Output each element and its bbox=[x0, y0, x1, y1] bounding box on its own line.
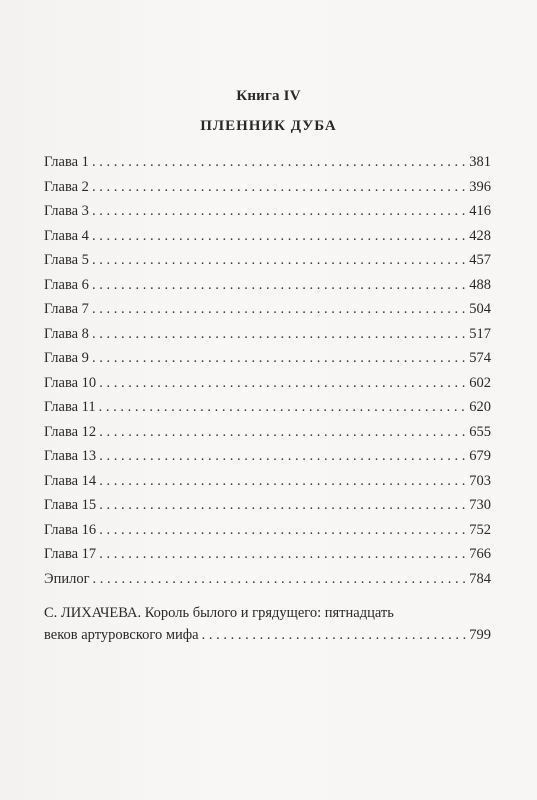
dot-leader bbox=[99, 420, 466, 445]
toc-entry-title: Эпилог bbox=[44, 570, 90, 587]
toc-entry-page-number: 416 bbox=[469, 203, 491, 219]
toc-entry-page-number: 428 bbox=[469, 227, 491, 244]
toc-entry bbox=[44, 493, 491, 518]
book-heading: Книга IV bbox=[236, 88, 301, 104]
toc-entry-title: Глава 17 bbox=[44, 546, 97, 562]
toc-entry-title: Глава 1 bbox=[44, 154, 89, 170]
toc-entry-title: Глава 14 bbox=[44, 472, 97, 489]
toc-entry bbox=[44, 371, 491, 396]
toc-entry bbox=[44, 297, 491, 322]
dot-leader bbox=[92, 273, 466, 298]
dot-leader bbox=[99, 542, 466, 567]
dot-leader bbox=[92, 346, 466, 371]
toc-entry-page-number: 457 bbox=[469, 252, 491, 268]
dot-leader bbox=[99, 371, 466, 396]
afterword-title-line2-row bbox=[44, 624, 491, 646]
dot-leader bbox=[92, 322, 466, 347]
afterword-entry bbox=[44, 602, 491, 646]
toc-entry-title: Глава 6 bbox=[44, 276, 89, 293]
dot-leader bbox=[92, 224, 466, 249]
dot-leader bbox=[92, 175, 466, 200]
toc-entry bbox=[44, 322, 491, 347]
afterword-title-line1: С. ЛИХАЧЕВА. Король былого и грядущего: пятнадцать bbox=[44, 605, 394, 621]
dot-leader bbox=[92, 297, 466, 322]
toc-entry-title: Глава 12 bbox=[44, 423, 97, 440]
toc-entry bbox=[44, 420, 491, 445]
toc-entry-title: Глава 11 bbox=[44, 399, 96, 415]
toc-entry-page-number: 752 bbox=[469, 521, 491, 538]
dot-leader bbox=[92, 248, 466, 273]
book-subtitle: ПЛЕННИК ДУБА bbox=[200, 118, 337, 134]
toc-entry bbox=[44, 175, 491, 200]
toc-entry-title: Глава 10 bbox=[44, 374, 97, 391]
toc-entry-title: Глава 3 bbox=[44, 203, 89, 219]
toc-entry-page-number: 703 bbox=[469, 472, 491, 489]
toc-entry-page-number: 730 bbox=[469, 497, 491, 513]
afterword-page-number: 799 bbox=[469, 627, 491, 643]
toc-entry bbox=[44, 199, 491, 224]
toc-entry-title: Глава 16 bbox=[44, 521, 97, 538]
toc-entry-title: Глава 5 bbox=[44, 252, 89, 268]
toc-entry-title: Глава 15 bbox=[44, 497, 97, 513]
afterword-title-line2: веков артуровского мифа bbox=[44, 627, 199, 643]
toc-entry-page-number: 396 bbox=[469, 178, 491, 195]
dot-leader bbox=[99, 444, 466, 469]
dot-leader bbox=[99, 469, 466, 494]
toc-entry-page-number: 620 bbox=[469, 399, 491, 415]
table-of-contents bbox=[44, 150, 491, 591]
dot-leader bbox=[202, 624, 467, 646]
toc-entry-title: Глава 13 bbox=[44, 448, 97, 464]
toc-entry-title: Глава 7 bbox=[44, 301, 89, 317]
toc-entry-page-number: 381 bbox=[469, 154, 491, 170]
toc-entry bbox=[44, 444, 491, 469]
dot-leader bbox=[99, 395, 467, 420]
toc-entry bbox=[44, 567, 491, 592]
dot-leader bbox=[92, 199, 466, 224]
toc-entry-page-number: 766 bbox=[469, 546, 491, 562]
dot-leader bbox=[99, 493, 466, 518]
toc-entry bbox=[44, 150, 491, 175]
toc-entry-page-number: 655 bbox=[469, 423, 491, 440]
dot-leader bbox=[93, 567, 467, 592]
toc-entry-page-number: 602 bbox=[469, 374, 491, 391]
dot-leader bbox=[99, 518, 466, 543]
toc-entry-title: Глава 2 bbox=[44, 178, 89, 195]
toc-entry-title: Глава 4 bbox=[44, 227, 89, 244]
toc-entry-page-number: 517 bbox=[469, 325, 491, 342]
toc-entry-page-number: 784 bbox=[469, 570, 491, 587]
toc-entry-title: Глава 8 bbox=[44, 325, 89, 342]
toc-entry bbox=[44, 224, 491, 249]
toc-entry bbox=[44, 469, 491, 494]
toc-entry-page-number: 488 bbox=[469, 276, 491, 293]
toc-entry bbox=[44, 346, 491, 371]
toc-entry-page-number: 679 bbox=[469, 448, 491, 464]
toc-entry bbox=[44, 395, 491, 420]
toc-entry bbox=[44, 248, 491, 273]
toc-entry-page-number: 574 bbox=[469, 350, 491, 366]
toc-entry bbox=[44, 518, 491, 543]
toc-entry-title: Глава 9 bbox=[44, 350, 89, 366]
toc-entry bbox=[44, 542, 491, 567]
toc-entry bbox=[44, 273, 491, 298]
toc-entry-page-number: 504 bbox=[469, 301, 491, 317]
dot-leader bbox=[92, 150, 466, 175]
